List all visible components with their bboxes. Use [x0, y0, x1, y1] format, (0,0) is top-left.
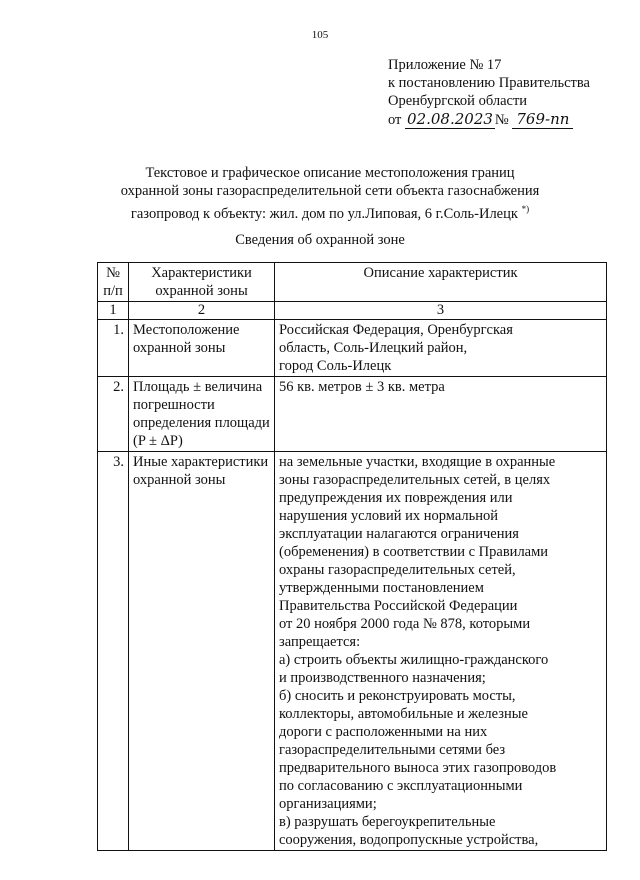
description-line: город Соль-Илецк: [279, 358, 392, 374]
description-line: запрещается:: [279, 634, 361, 650]
description-line: газораспределительными сетями без: [279, 742, 506, 758]
description-line: по согласованию с эксплуатационными: [279, 778, 523, 794]
description-line: дороги с расположенными на них: [279, 724, 488, 740]
appendix-header: [388, 56, 590, 129]
header-num-line: №: [106, 265, 120, 281]
description-line: Правительства Российской Федерации: [279, 598, 518, 614]
column-number: 1: [98, 302, 129, 320]
characteristic-line: охранной зоны: [133, 340, 226, 356]
description-line: организациями;: [279, 796, 377, 812]
header-num-line: п/п: [103, 283, 123, 299]
characteristic-line: погрешности: [133, 397, 215, 413]
column-number-row: [98, 302, 607, 320]
appendix-date-line: [388, 110, 590, 129]
characteristic-line: Иные характеристики: [133, 454, 269, 470]
description-line: в) разрушать берегоукрепительные: [279, 814, 496, 830]
description-line: от 20 ноября 2000 года № 878, которыми: [279, 616, 531, 632]
header-characteristic-line: Характеристики: [151, 265, 252, 281]
row-characteristic: [129, 320, 275, 377]
description-line: и производственного назначения;: [279, 670, 486, 686]
characteristic-line: Местоположение: [133, 322, 240, 338]
table-row: [98, 320, 607, 377]
header-num: [98, 263, 129, 302]
header-characteristic-line: охранной зоны: [155, 283, 248, 299]
row-characteristic: [129, 377, 275, 452]
description-line: охраны газораспределительных сетей,: [279, 562, 516, 578]
description-line: эксплуатации налагаются ограничения: [279, 526, 519, 542]
document-title: [60, 164, 600, 223]
appendix-number: 769-пп: [512, 110, 573, 129]
table-header-row: [98, 263, 607, 302]
row-characteristic: [129, 452, 275, 851]
description-line: предупреждения их повреждения или: [279, 490, 513, 506]
appendix-line-1: Приложение № 17: [388, 57, 502, 73]
appendix-line-2: к постановлению Правительства: [388, 75, 590, 91]
table-row: [98, 377, 607, 452]
row-description: [275, 320, 607, 377]
appendix-from-label: от: [388, 112, 402, 128]
description-line: б) сносить и реконструировать мосты,: [279, 688, 516, 704]
row-description: [275, 452, 607, 851]
footnote-mark: *): [521, 204, 530, 214]
description-line: Российская Федерация, Оренбургская: [279, 322, 513, 338]
row-number: 1.: [98, 320, 129, 377]
header-description: Описание характеристик: [275, 263, 607, 302]
title-line-1: Текстовое и графическое описание местоположения границ: [145, 165, 515, 181]
description-line: а) строить объекты жилищно-гражданского: [279, 652, 549, 668]
description-line: коллекторы, автомобильные и железные: [279, 706, 528, 722]
description-line: (обременения) в соответствии с Правилами: [279, 544, 549, 560]
description-line: 56 кв. метров ± 3 кв. метра: [279, 379, 445, 395]
row-number: 2.: [98, 377, 129, 452]
characteristic-line: охранной зоны: [133, 472, 226, 488]
table-row: [98, 452, 607, 851]
characteristic-line: (P ± ΔP): [133, 433, 183, 449]
protection-zone-table: [97, 262, 607, 851]
appendix-date: 02.08.2023: [407, 110, 493, 128]
section-title: Сведения об охранной зоне: [235, 232, 405, 248]
description-line: нарушения условий их нормальной: [279, 508, 499, 524]
description-line: сооружения, водопропускные устройства,: [279, 832, 539, 848]
description-line: на земельные участки, входящие в охранные: [279, 454, 556, 470]
description-line: область, Соль-Илецкий район,: [279, 340, 468, 356]
title-line-2: охранной зоны газораспределительной сети объекта газоснабжения: [120, 183, 540, 199]
characteristic-line: определения площади: [133, 415, 270, 431]
description-line: предварительного выноса этих газопроводов: [279, 760, 557, 776]
page-number: 105: [311, 29, 329, 41]
characteristic-line: Площадь ± величина: [133, 379, 263, 395]
row-description: [275, 377, 607, 452]
appendix-line-3: Оренбургской области: [388, 93, 528, 109]
title-line-3: [60, 200, 600, 223]
row-number: 3.: [98, 452, 129, 851]
title-line-3-text: газопровод к объекту: жил. дом по ул.Липовая, 6 г.Соль-Илецк: [130, 205, 518, 222]
column-number: 3: [275, 302, 607, 320]
appendix-number-sign: №: [494, 112, 509, 128]
column-number: 2: [129, 302, 275, 320]
description-line: утвержденными постановлением: [279, 580, 484, 596]
description-line: зоны газораспределительных сетей, в целях: [279, 472, 551, 488]
header-characteristic: [129, 263, 275, 302]
